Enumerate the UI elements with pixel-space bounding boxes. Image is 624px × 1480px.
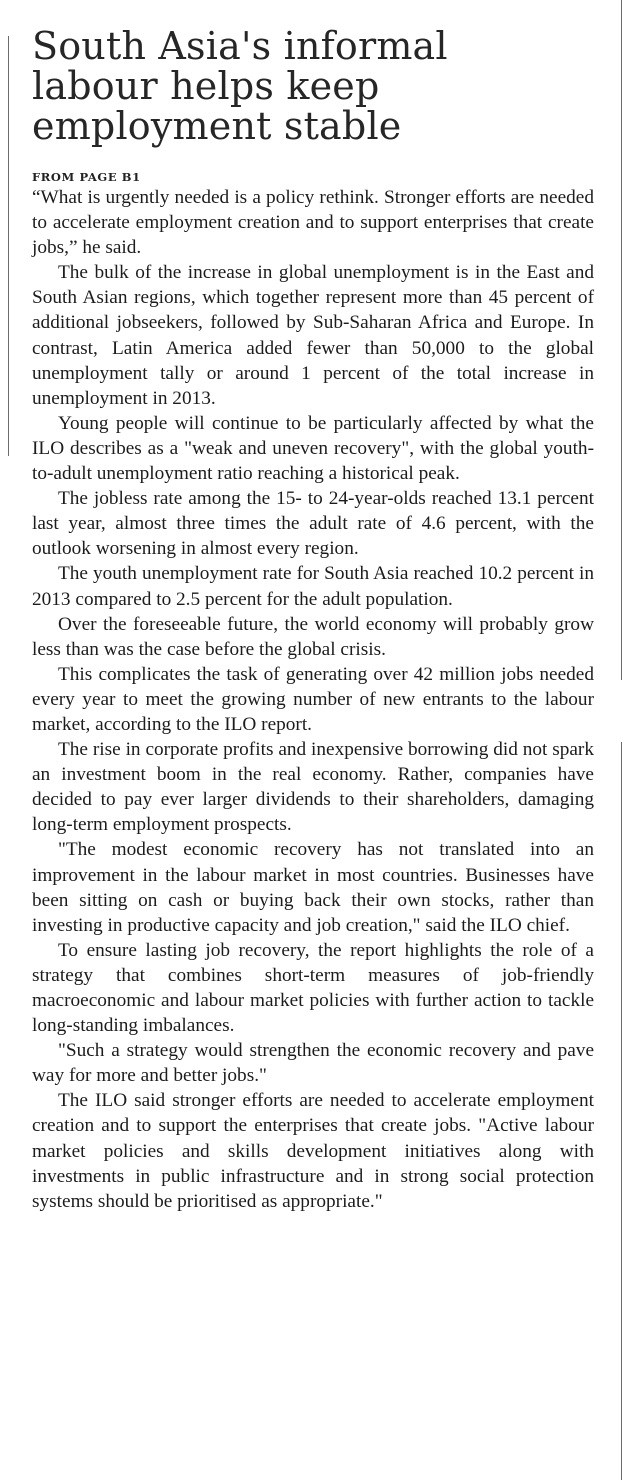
paragraph: The ILO said stronger efforts are needed to accelerate employment creation and to support the enterprises that create jobs. "Active labour market policies and skills development initiatives along with investments in public infrastructure and in strong social protection systems should be prioritised as appropriate." xyxy=(32,1090,594,1212)
column-rule-left xyxy=(8,36,9,456)
paragraph: Over the foreseeable future, the world economy will probably grow less than was the case before the global crisis. xyxy=(32,613,594,660)
paragraph: This complicates the task of generating over 42 million jobs needed every year to meet the growing number of new entrants to the labour market, according to the ILO report. xyxy=(32,663,594,735)
headline-line: employment stable xyxy=(32,104,402,148)
paragraph: “What is urgently needed is a policy rethink. Stronger efforts are needed to accelerate employment creation and to support enterprises that create jobs,” he said. xyxy=(32,187,594,259)
headline xyxy=(32,26,594,146)
paragraph: The youth unemployment rate for South Asia reached 10.2 percent in 2013 compared to 2.5 percent for the adult population. xyxy=(32,563,594,610)
article xyxy=(32,26,594,1214)
column-rule-right-bottom xyxy=(621,742,622,1480)
paragraph: The jobless rate among the 15- to 24-year-olds reached 13.1 percent last year, almost three times the adult rate of 4.6 percent, with the outlook worsening in almost every region. xyxy=(32,488,594,560)
headline-line: South Asia's informal xyxy=(32,24,448,68)
paragraph: "Such a strategy would strengthen the economic recovery and pave way for more and better jobs." xyxy=(32,1040,594,1087)
paragraph: The rise in corporate profits and inexpensive borrowing did not spark an investment boom in the real economy. Rather, companies have decided to pay ever larger dividends to their shareholders, damaging long-term employment prospects. xyxy=(32,739,594,836)
headline-line: labour helps keep xyxy=(32,64,380,108)
paragraph: Young people will continue to be particularly affected by what the ILO describes as a "weak and uneven recovery", with the global youth-to-adult unemployment ratio reaching a historical peak. xyxy=(32,412,594,485)
paragraph: The bulk of the increase in global unemployment is in the East and South Asian regions, which together represent more than 45 percent of additional jobseekers, followed by Sub-Saharan Africa and Europe. In contrast, Latin America added fewer than 50,000 to the global unemployment tally or around 1 percent of the total increase in unemployment in 2013. xyxy=(32,262,594,409)
paragraph: To ensure lasting job recovery, the report highlights the role of a strategy that combines short-term measures of job-friendly macroeconomic and labour market policies with further action to tackle long-standing imbalances. xyxy=(32,939,594,1037)
paragraph: "The modest economic recovery has not translated into an improvement in the labour market in most countries. Businesses have been sitting on cash or buying back their own stocks, rather than investing in productive capacity and job creation," said the ILO chief. xyxy=(32,839,594,936)
column-rule-right-top xyxy=(621,0,622,680)
continuation-label: FROM PAGE B1 xyxy=(32,170,141,184)
article-body xyxy=(32,185,594,1214)
